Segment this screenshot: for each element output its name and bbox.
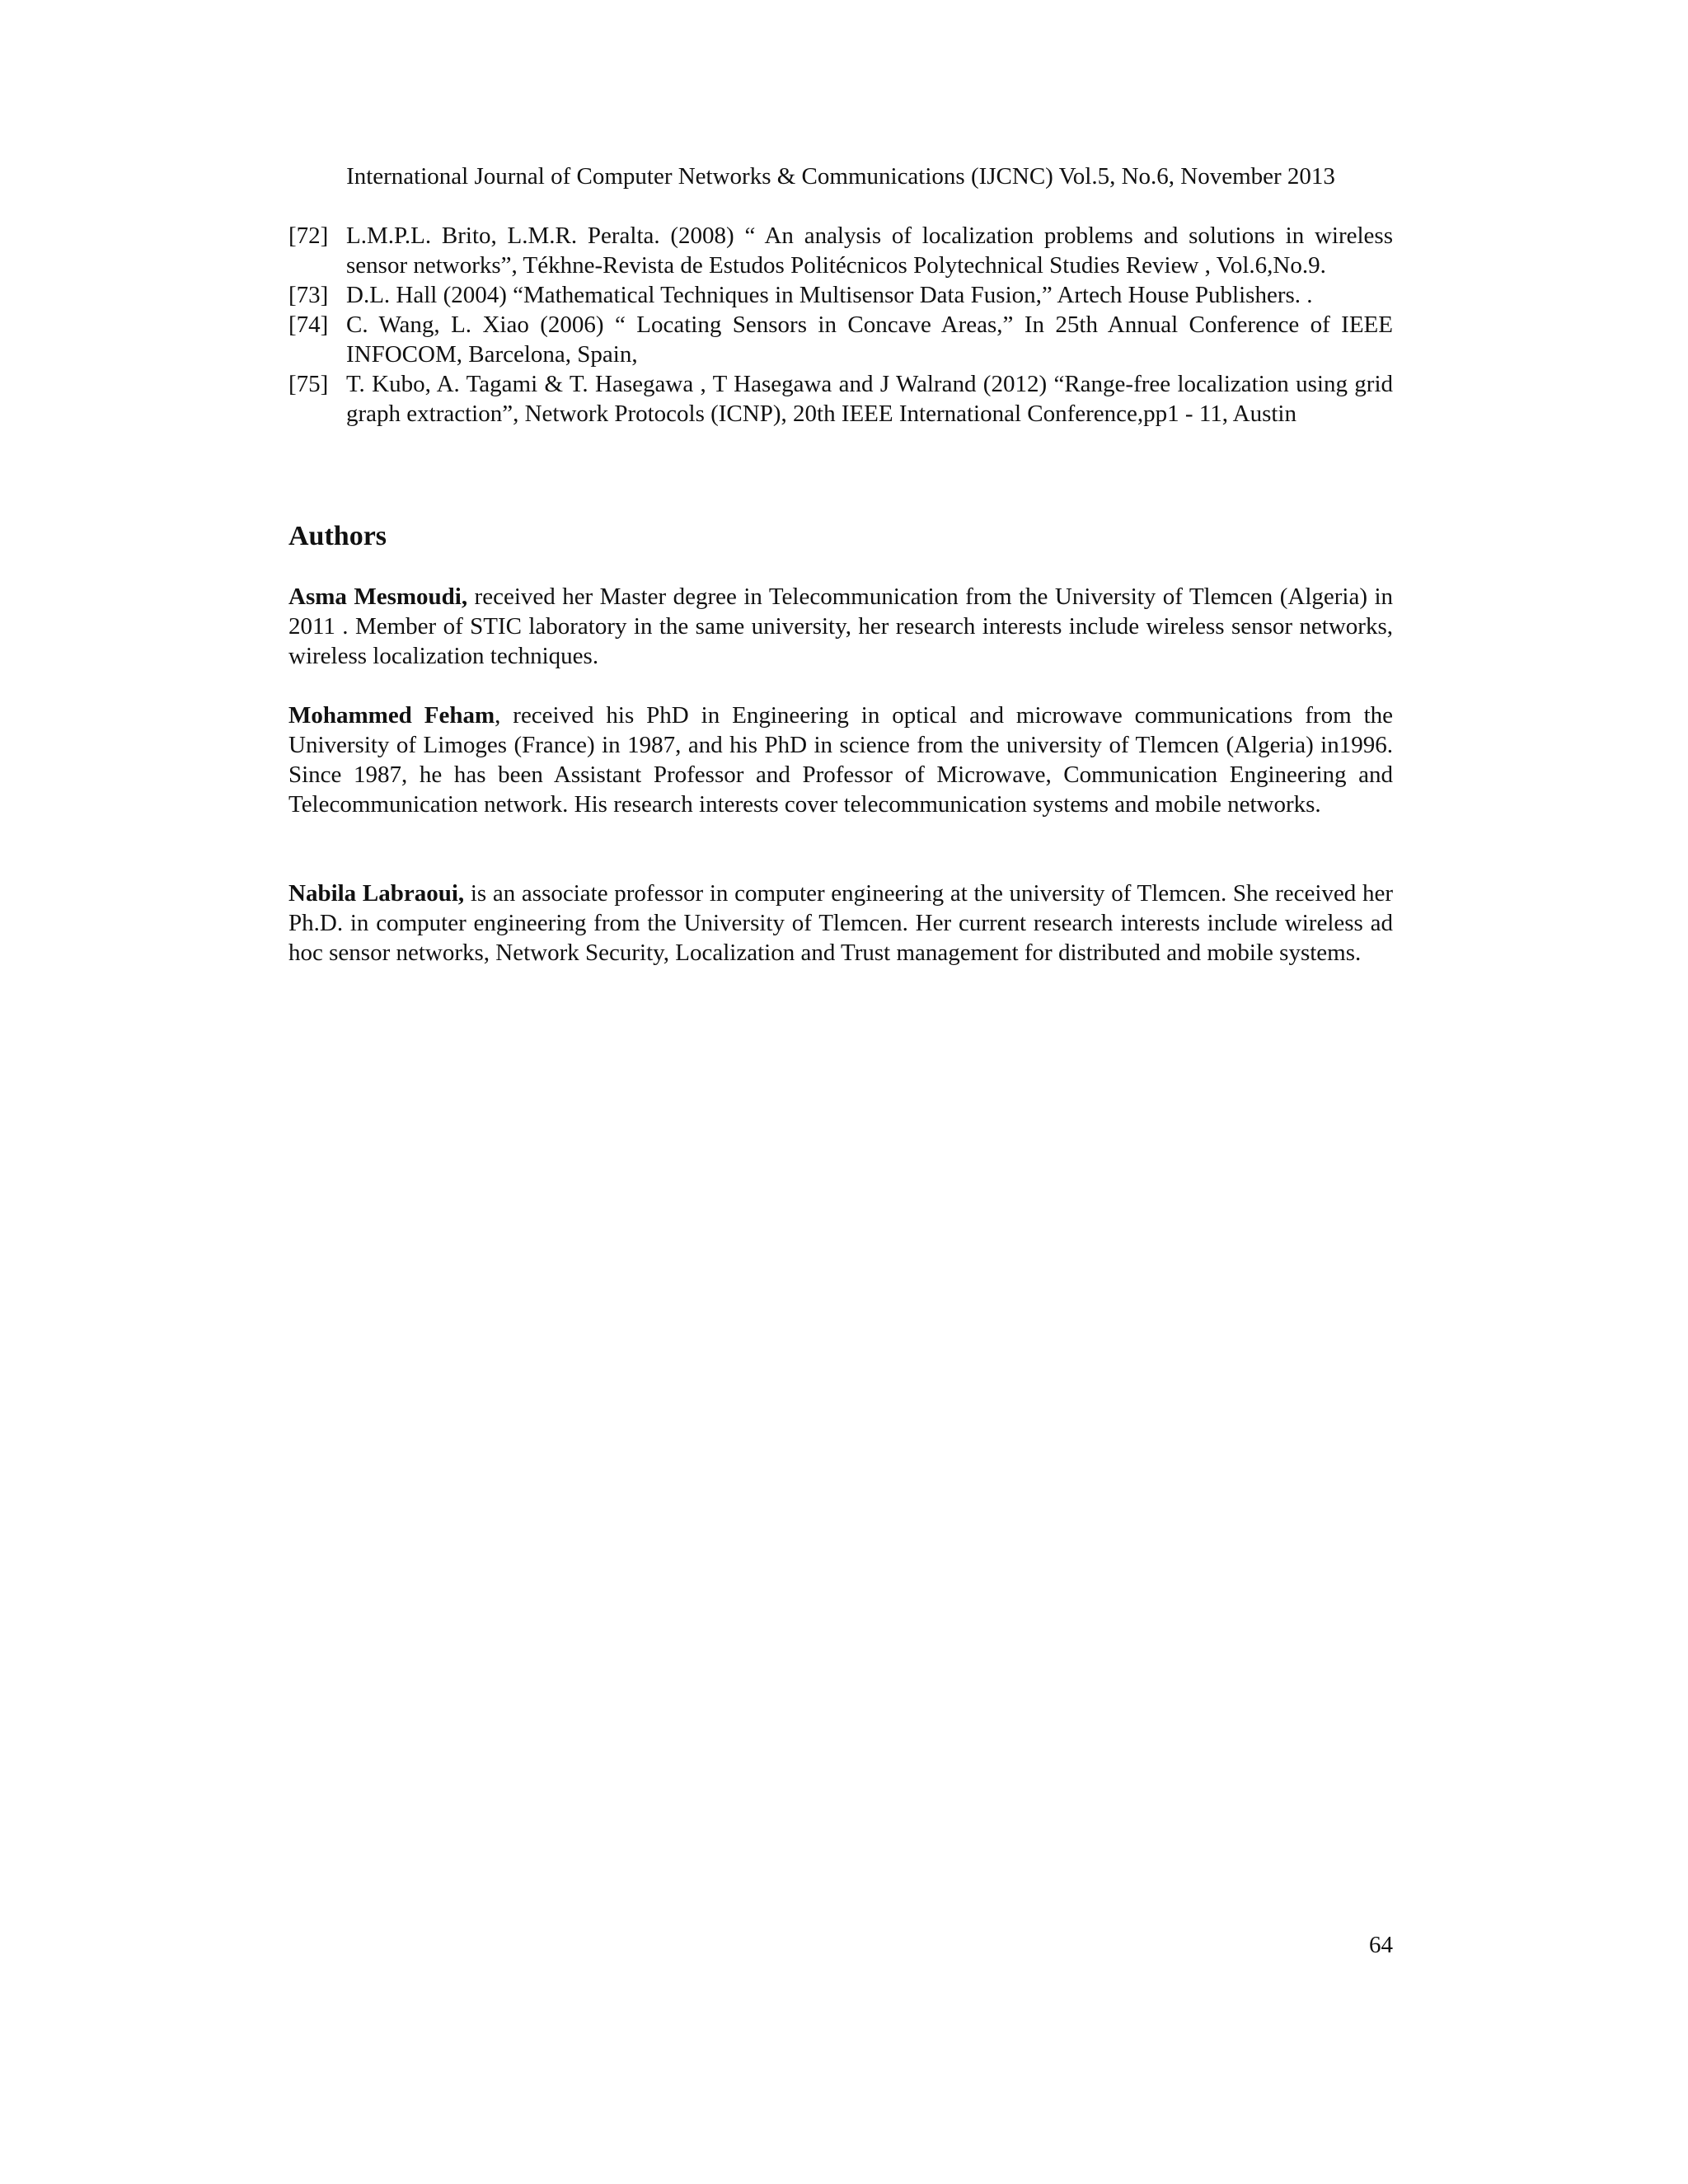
reference-text: L.M.P.L. Brito, L.M.R. Peralta. (2008) “ An analysis of localization problems and solutions in wireless sensor networks”, Tékhne-Revista de Estudos Politécnicos Polytechnical Studies Review , Vol.6,No.9.: [346, 223, 1393, 279]
author-bio: [288, 879, 1393, 968]
reference-item: [288, 221, 1393, 280]
reference-list: [288, 221, 1393, 429]
reference-text: T. Kubo, A. Tagami & T. Hasegawa , T Hasegawa and J Walrand (2012) “Range-free localization using grid graph extraction”, Network Protocols (ICNP), 20th IEEE International Conference,pp1 - 11, Austin: [346, 371, 1393, 427]
author-bio-text: received her Master degree in Telecommunication from the University of Tlemcen (Algeria) in 2011 . Member of STIC laboratory in the same university, her research interests include wireless sensor networks, wireless localization techniques.: [288, 583, 1394, 669]
author-name: Nabila Labraoui,: [288, 880, 465, 907]
reference-item: [288, 280, 1393, 310]
reference-number: [73]: [288, 282, 329, 308]
reference-text: D.L. Hall (2004) “Mathematical Techniques in Multisensor Data Fusion,” Artech House Publishers. .: [346, 282, 1313, 308]
author-bio: [288, 701, 1393, 819]
reference-item: [288, 369, 1393, 429]
reference-number: [74]: [288, 312, 329, 338]
author-bio-text: , received his PhD in Engineering in optical and microwave communications from the University of Limoges (France) in 1987, and his PhD in science from the university of Tlemcen (Algeria) in1996. Since 1987, he has been Assistant Professor and Professor of Microwave, Communication Engineering and Telecommunication network. His research interests cover telecommunication systems and mobile networks.: [288, 702, 1393, 818]
authors-heading: Authors: [288, 521, 387, 551]
author-bio-text: is an associate professor in computer engineering at the university of Tlemcen. She received her Ph.D. in computer engineering from the University of Tlemcen. Her current research interests include wireless ad hoc sensor networks, Network Security, Localization and Trust management for distributed and mobile systems.: [288, 880, 1393, 966]
reference-text: C. Wang, L. Xiao (2006) “ Locating Sensors in Concave Areas,” In 25th Annual Conference of IEEE INFOCOM, Barcelona, Spain,: [346, 312, 1393, 368]
author-name: Asma Mesmoudi,: [288, 583, 468, 610]
running-header: International Journal of Computer Networks & Communications (IJCNC) Vol.5, No.6, November 2013: [346, 163, 1335, 190]
reference-number: [72]: [288, 223, 329, 249]
page-number: 64: [1369, 1932, 1393, 1958]
reference-item: [288, 310, 1393, 369]
author-bio: [288, 582, 1393, 671]
author-name: Mohammed Feham: [288, 702, 495, 729]
reference-number: [75]: [288, 371, 329, 397]
